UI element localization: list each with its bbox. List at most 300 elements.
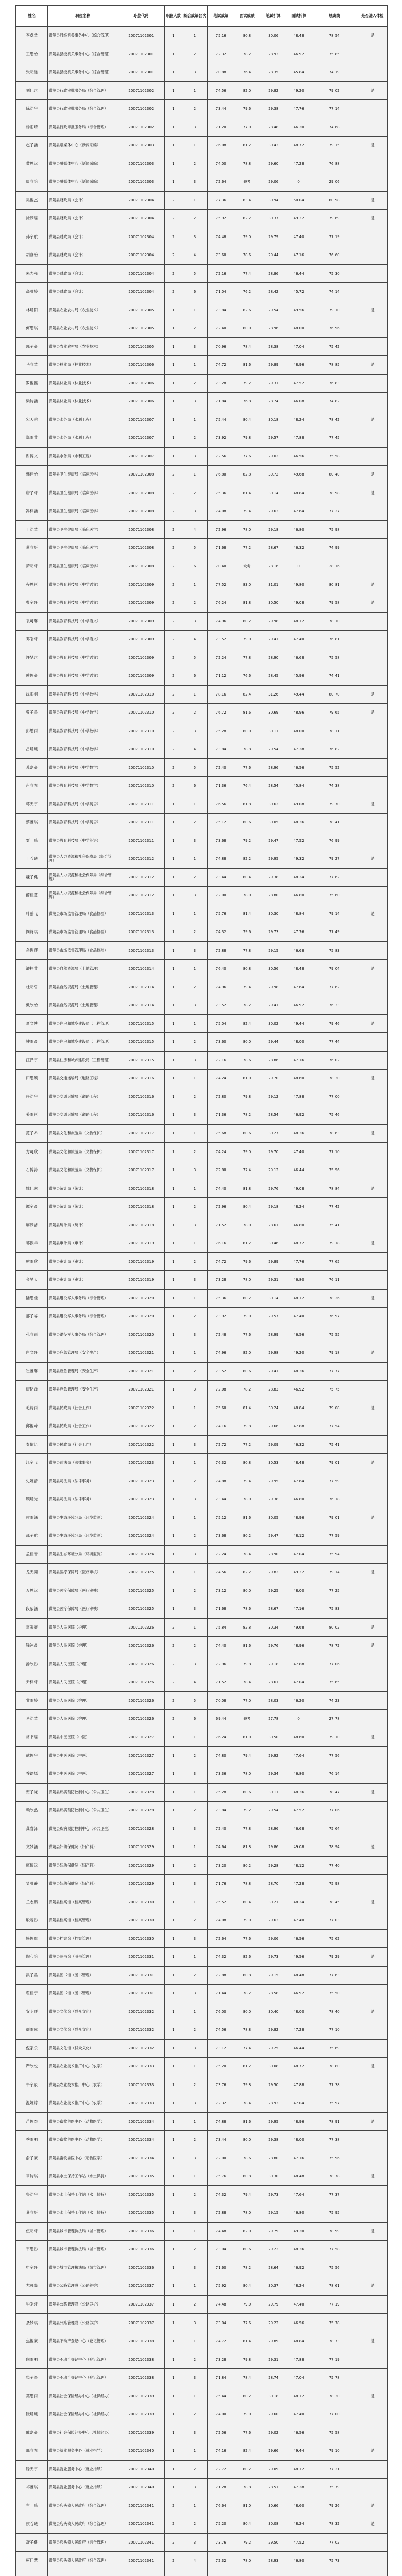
cell-position-count: 1 bbox=[164, 1728, 182, 1747]
cell-written-score: 73.84 bbox=[208, 301, 234, 319]
cell-total-score: 77.02 bbox=[311, 2533, 358, 2552]
cell-written-score: 72.40 bbox=[208, 319, 234, 338]
cell-position-code: 20071102305 bbox=[118, 301, 164, 319]
cell-position-count: 1 bbox=[164, 1362, 182, 1381]
cell-interview-weighted: 47.40 bbox=[287, 228, 311, 246]
cell-written-score: 74.72 bbox=[208, 1252, 234, 1271]
cell-position: 黄陵县住房和城乡建设局（工程管理） bbox=[48, 1033, 118, 1052]
cell-interview-score: 78.8 bbox=[234, 155, 260, 173]
cell-name: 阎诗琪 bbox=[16, 923, 48, 942]
cell-position-count: 1 bbox=[164, 1966, 182, 1985]
cell-total-score: 77.21 bbox=[311, 2460, 358, 2479]
cell-position-count: 1 bbox=[164, 850, 182, 869]
cell-position-count: 2 bbox=[164, 210, 182, 228]
cell-physical-exam bbox=[358, 777, 387, 795]
cell-rank: 2 bbox=[182, 923, 207, 942]
table-row bbox=[16, 1691, 388, 1710]
cell-name: 任浩宇 bbox=[16, 1088, 48, 1106]
cell-position-count: 1 bbox=[164, 356, 182, 375]
cell-written-weighted: 29.79 bbox=[260, 228, 287, 246]
cell-position: 黄陵县就业服务中心（就业指导） bbox=[48, 2442, 118, 2461]
cell-position: 黄陵县财政局（会计） bbox=[48, 228, 118, 246]
cell-written-score: 74.00 bbox=[208, 155, 234, 173]
cell-name: 翟佳宁 bbox=[16, 1985, 48, 2003]
cell-interview-weighted: 47.76 bbox=[287, 100, 311, 118]
cell-name: 戴欣怡 bbox=[16, 996, 48, 1015]
table-row bbox=[16, 2204, 388, 2223]
cell-position-code: 20071102308 bbox=[118, 557, 164, 575]
cell-interview-weighted: 46.80 bbox=[287, 1490, 311, 1509]
cell-physical-exam bbox=[358, 2479, 387, 2497]
cell-position: 黄陵县文化和旅游局（文物保护） bbox=[48, 1143, 118, 1161]
cell-name: 李卓然 bbox=[16, 27, 48, 45]
cell-rank: 1 bbox=[182, 2112, 207, 2131]
table-row bbox=[16, 777, 388, 795]
cell-total-score: 78.80 bbox=[311, 2058, 358, 2076]
cell-physical-exam: 是 bbox=[358, 2167, 387, 2186]
cell-position-code: 20071102329 bbox=[118, 1856, 164, 1875]
cell-interview-score: 81.6 bbox=[234, 704, 260, 722]
cell-interview-weighted: 48.12 bbox=[287, 2387, 311, 2405]
cell-rank: 3 bbox=[182, 63, 207, 82]
cell-interview-score: 80.8 bbox=[234, 27, 260, 45]
cell-total-score: 79.08 bbox=[311, 1399, 358, 1417]
cell-physical-exam: 是 bbox=[358, 484, 387, 502]
cell-position: 黄陵县卫生健康局（临床医学） bbox=[48, 484, 118, 502]
cell-written-weighted: 28.93 bbox=[260, 2094, 287, 2113]
cell-rank: 3 bbox=[182, 337, 207, 356]
cell-position-count: 1 bbox=[164, 1911, 182, 1930]
cell-position: 黄陵县融媒体中心（新闻采编） bbox=[48, 155, 118, 173]
cell-rank: 1 bbox=[182, 1344, 207, 1363]
cell-physical-exam bbox=[358, 887, 387, 905]
cell-written-score: 72.40 bbox=[208, 758, 234, 777]
cell-interview-score: 79.4 bbox=[234, 502, 260, 521]
cell-interview-weighted: 49.68 bbox=[287, 466, 311, 484]
cell-physical-exam bbox=[358, 1381, 387, 1399]
cell-interview-score: 81.8 bbox=[234, 1838, 260, 1857]
cell-interview-weighted: 48.96 bbox=[287, 356, 311, 375]
cell-interview-score: 80.6 bbox=[234, 1783, 260, 1802]
cell-position-code: 20071102315 bbox=[118, 1051, 164, 1070]
table-row bbox=[16, 1308, 388, 1326]
table-row bbox=[16, 722, 388, 740]
cell-interview-score: 80.8 bbox=[234, 960, 260, 978]
cell-written-weighted: 28.86 bbox=[260, 264, 287, 283]
cell-physical-exam bbox=[358, 2424, 387, 2442]
cell-written-weighted: 28.83 bbox=[260, 1381, 287, 1399]
cell-interview-score: 81.2 bbox=[234, 137, 260, 155]
cell-total-score: 78.84 bbox=[311, 1179, 358, 1198]
cell-position-code: 20071102325 bbox=[118, 1582, 164, 1600]
cell-position-count: 1 bbox=[164, 1948, 182, 1967]
cell-name: 俞子豪 bbox=[16, 2149, 48, 2167]
cell-physical-exam bbox=[358, 1143, 387, 1161]
cell-written-weighted: 30.53 bbox=[260, 1454, 287, 1472]
cell-physical-exam bbox=[358, 2533, 387, 2552]
cell-interview-score: 80.6 bbox=[234, 1124, 260, 1143]
cell-position-count: 1 bbox=[164, 2295, 182, 2314]
cell-total-score: 78.45 bbox=[311, 1893, 358, 1911]
score-table-container bbox=[15, 5, 388, 2576]
cell-written-score: 73.52 bbox=[208, 996, 234, 1015]
cell-total-score: 74.38 bbox=[311, 777, 358, 795]
cell-position-code: 20071102341 bbox=[118, 2497, 164, 2515]
table-row bbox=[16, 1161, 388, 1179]
cell-position: 黄陵县自然资源局（土地管理） bbox=[48, 996, 118, 1015]
cell-written-score: 76.24 bbox=[208, 594, 234, 612]
cell-written-score: 74.40 bbox=[208, 1637, 234, 1655]
cell-position-count: 1 bbox=[164, 337, 182, 356]
cell-position-code: 20071102325 bbox=[118, 1564, 164, 1582]
cell-interview-score: 79.8 bbox=[234, 1417, 260, 1436]
cell-name: 孙宇航 bbox=[16, 228, 48, 246]
cell-written-score: 72.96 bbox=[208, 520, 234, 539]
header-position-count: 职位人数 bbox=[164, 6, 182, 27]
cell-position: 黄陵县医疗保障局（医疗审核） bbox=[48, 1600, 118, 1619]
cell-written-score: 72.80 bbox=[208, 1161, 234, 1179]
cell-position-code: 20071102324 bbox=[118, 1527, 164, 1546]
cell-physical-exam bbox=[358, 1106, 387, 1125]
cell-position-count: 1 bbox=[164, 2460, 182, 2479]
cell-interview-score: 80.8 bbox=[234, 2167, 260, 2186]
cell-rank: 1 bbox=[182, 1014, 207, 1033]
cell-position: 黄陵县文化馆（群众文化） bbox=[48, 2003, 118, 2021]
cell-name: 邹振华 bbox=[16, 1234, 48, 1253]
cell-interview-score: 80.4 bbox=[234, 868, 260, 887]
cell-physical-exam: 是 bbox=[358, 594, 387, 612]
cell-rank: 4 bbox=[182, 740, 207, 759]
cell-name: 廖梦洁 bbox=[16, 1216, 48, 1234]
cell-physical-exam: 是 bbox=[358, 795, 387, 814]
cell-position-count: 1 bbox=[164, 1033, 182, 1052]
cell-written-weighted: 30.08 bbox=[260, 2515, 287, 2534]
cell-interview-score: 77.0 bbox=[234, 118, 260, 137]
cell-written-weighted: 29.12 bbox=[260, 1088, 287, 1106]
table-row bbox=[16, 447, 388, 466]
cell-position-count: 1 bbox=[164, 1509, 182, 1527]
cell-written-score: 73.12 bbox=[208, 2039, 234, 2058]
cell-interview-score: 79.2 bbox=[234, 374, 260, 393]
cell-interview-weighted: 48.96 bbox=[287, 2112, 311, 2131]
cell-rank: 1 bbox=[182, 1783, 207, 1802]
cell-position: 黄陵县文化馆（群众文化） bbox=[48, 2021, 118, 2040]
cell-interview-weighted: 48.36 bbox=[287, 1783, 311, 1802]
cell-interview-weighted: 47.76 bbox=[287, 1252, 311, 1271]
cell-interview-score: 81.4 bbox=[234, 2332, 260, 2350]
cell-total-score: 78.91 bbox=[311, 2112, 358, 2131]
cell-interview-weighted: 47.28 bbox=[287, 155, 311, 173]
table-row bbox=[16, 704, 388, 722]
cell-name: 白文轩 bbox=[16, 1344, 48, 1363]
cell-total-score: 75.78 bbox=[311, 2369, 358, 2387]
cell-name: 侯雨涵 bbox=[16, 1509, 48, 1527]
cell-interview-weighted: 49.44 bbox=[287, 685, 311, 704]
cell-physical-exam: 是 bbox=[358, 575, 387, 594]
cell-written-score: 76.32 bbox=[208, 1454, 234, 1472]
cell-position: 黄陵县人力资源和社会保障局（综合管理） bbox=[48, 868, 118, 887]
cell-position: 黄陵县交通运输局（道路工程） bbox=[48, 1088, 118, 1106]
table-row bbox=[16, 484, 388, 502]
cell-interview-weighted: 46.92 bbox=[287, 1106, 311, 1125]
cell-written-weighted: 29.79 bbox=[260, 2295, 287, 2314]
cell-position: 黄陵县县级机关事务中心（综合管理） bbox=[48, 27, 118, 45]
cell-interview-score: 78.4 bbox=[234, 2369, 260, 2387]
cell-name: 余俊辉 bbox=[16, 941, 48, 960]
cell-rank: 3 bbox=[182, 2259, 207, 2277]
cell-interview-score: 81.0 bbox=[234, 2497, 260, 2515]
cell-written-weighted: 29.86 bbox=[260, 1838, 287, 1857]
cell-rank: 2 bbox=[182, 2185, 207, 2204]
cell-position: 黄陵县司法局（法律事务） bbox=[48, 1454, 118, 1472]
cell-position-count: 1 bbox=[164, 2112, 182, 2131]
cell-physical-exam bbox=[358, 1252, 387, 1271]
cell-position: 黄陵县市场监督管理局（食品检验） bbox=[48, 941, 118, 960]
cell-name: 温婉婷 bbox=[16, 2094, 48, 2113]
cell-physical-exam bbox=[358, 814, 387, 832]
cell-total-score: 78.54 bbox=[311, 27, 358, 45]
cell-position-count: 1 bbox=[164, 411, 182, 429]
cell-total-score: 77.06 bbox=[311, 1802, 358, 1820]
table-row bbox=[16, 411, 388, 429]
cell-name: 向雨桐 bbox=[16, 2350, 48, 2369]
table-row bbox=[16, 905, 388, 923]
header-interview-score: 面试成绩 bbox=[234, 6, 260, 27]
cell-written-weighted: 30.05 bbox=[260, 1509, 287, 1527]
cell-written-weighted: 28.64 bbox=[260, 2259, 287, 2277]
cell-position: 黄陵县交通运输局（道路工程） bbox=[48, 1106, 118, 1125]
cell-position-count: 1 bbox=[164, 2442, 182, 2461]
cell-interview-weighted: 48.24 bbox=[287, 2515, 311, 2534]
cell-total-score: 78.63 bbox=[311, 1124, 358, 1143]
cell-position-code: 20071102328 bbox=[118, 1802, 164, 1820]
cell-position-code: 20071102302 bbox=[118, 118, 164, 137]
cell-written-weighted: 28.74 bbox=[260, 393, 287, 411]
cell-position: 黄陵县教育科技局（中学数学） bbox=[48, 777, 118, 795]
cell-name: 徐梦瑶 bbox=[16, 210, 48, 228]
cell-total-score: 80.98 bbox=[311, 191, 358, 210]
cell-rank: 1 bbox=[182, 1179, 207, 1198]
cell-interview-weighted bbox=[287, 2570, 311, 2576]
cell-written-weighted: 29.57 bbox=[260, 1308, 287, 1326]
cell-interview-weighted: 48.36 bbox=[287, 1362, 311, 1381]
cell-written-score: 76.16 bbox=[208, 1234, 234, 1253]
table-row bbox=[16, 246, 388, 265]
cell-written-weighted: 30.66 bbox=[260, 2497, 287, 2515]
cell-name: 乔语嫣 bbox=[16, 1765, 48, 1783]
cell-physical-exam: 是 bbox=[358, 411, 387, 429]
cell-position-count: 1 bbox=[164, 137, 182, 155]
cell-position-code: 20071102309 bbox=[118, 594, 164, 612]
header-rank: 综合成绩名次 bbox=[182, 6, 207, 27]
cell-name: 潘梓萱 bbox=[16, 960, 48, 978]
cell-interview-weighted: 48.24 bbox=[287, 2277, 311, 2296]
cell-position-code: 20071102308 bbox=[118, 484, 164, 502]
cell-written-score: 74.32 bbox=[208, 2185, 234, 2204]
cell-written-weighted: 29.25 bbox=[260, 1582, 287, 1600]
cell-position-code: 20071102303 bbox=[118, 155, 164, 173]
cell-written-score: 74.96 bbox=[208, 1344, 234, 1363]
cell-physical-exam: 是 bbox=[358, 1838, 387, 1857]
cell-position-count: 1 bbox=[164, 905, 182, 923]
table-row bbox=[16, 155, 388, 173]
cell-total-score: 75.58 bbox=[311, 2424, 358, 2442]
cell-position: 黄陵县住房和城乡建设局（工程管理） bbox=[48, 1051, 118, 1070]
table-row bbox=[16, 2112, 388, 2131]
cell-written-weighted: 29.18 bbox=[260, 1198, 287, 1216]
cell-physical-exam: 是 bbox=[358, 1124, 387, 1143]
cell-position-count: 1 bbox=[164, 1344, 182, 1363]
cell-position-code: 20071102308 bbox=[118, 466, 164, 484]
cell-physical-exam: 是 bbox=[358, 2387, 387, 2405]
cell-total-score: 77.42 bbox=[311, 1198, 358, 1216]
cell-written-score: 73.04 bbox=[208, 2314, 234, 2332]
cell-position: 黄陵县司法局（法律事务） bbox=[48, 1490, 118, 1509]
table-body bbox=[16, 27, 388, 2576]
cell-rank: 3 bbox=[182, 1490, 207, 1509]
cell-position-count: 1 bbox=[164, 1051, 182, 1070]
cell-position-code: 20071102320 bbox=[118, 1289, 164, 1308]
cell-written-weighted: 29.92 bbox=[260, 1747, 287, 1765]
cell-name: 熊雨欣 bbox=[16, 1252, 48, 1271]
cell-interview-weighted: 46.08 bbox=[287, 393, 311, 411]
cell-total-score: 78.94 bbox=[311, 1838, 358, 1857]
cell-position-count: 1 bbox=[164, 2058, 182, 2076]
table-row bbox=[16, 923, 388, 942]
cell-position: 黄陵县教育科技局（中学数学） bbox=[48, 758, 118, 777]
cell-name: 申宇轩 bbox=[16, 2259, 48, 2277]
cell-interview-weighted: 45.96 bbox=[287, 667, 311, 686]
cell-written-score: 75.92 bbox=[208, 2277, 234, 2296]
cell-name: 柯佳慧 bbox=[16, 2552, 48, 2570]
cell-interview-score: 79.8 bbox=[234, 2076, 260, 2094]
cell-position: 黄陵县融媒体中心（新闻采编） bbox=[48, 173, 118, 192]
header-position-code: 职位代码 bbox=[118, 6, 164, 27]
cell-position-count: 1 bbox=[164, 2185, 182, 2204]
cell-rank: 3 bbox=[182, 1271, 207, 1290]
cell-position-code: 20071102331 bbox=[118, 1948, 164, 1967]
cell-position-count: 1 bbox=[164, 2149, 182, 2167]
cell-total-score: 78.41 bbox=[311, 814, 358, 832]
cell-position-code: 20071102332 bbox=[118, 2039, 164, 2058]
cell-physical-exam: 是 bbox=[358, 1728, 387, 1747]
cell-position: 黄陵县卫生健康局（临床医学） bbox=[48, 520, 118, 539]
cell-position-count: 1 bbox=[164, 2259, 182, 2277]
cell-total-score: 75.41 bbox=[311, 1435, 358, 1454]
cell-interview-score: 80.2 bbox=[234, 2387, 260, 2405]
cell-written-weighted: 28.61 bbox=[260, 1216, 287, 1234]
cell-position-code: 20071102339 bbox=[118, 2424, 164, 2442]
cell-rank: 6 bbox=[182, 1710, 207, 1728]
cell-rank: 2 bbox=[182, 2515, 207, 2534]
cell-physical-exam: 是 bbox=[358, 1509, 387, 1527]
cell-interview-weighted: 49.56 bbox=[287, 1948, 311, 1967]
cell-interview-score: 77.2 bbox=[234, 1435, 260, 1454]
table-row bbox=[16, 118, 388, 137]
cell-position-count: 1 bbox=[164, 1234, 182, 1253]
cell-name: 施俊熙 bbox=[16, 1929, 48, 1948]
cell-position-count: 1 bbox=[164, 63, 182, 82]
cell-interview-weighted: 49.44 bbox=[287, 2442, 311, 2461]
cell-interview-weighted: 48.96 bbox=[287, 1637, 311, 1655]
cell-written-score: 75.28 bbox=[208, 1783, 234, 1802]
cell-interview-weighted: 49.44 bbox=[287, 1014, 311, 1033]
cell-interview-weighted: 47.16 bbox=[287, 1051, 311, 1070]
score-table bbox=[15, 5, 388, 2576]
cell-position: 黄陵县林业局（林业技术） bbox=[48, 356, 118, 375]
cell-total-score: 75.50 bbox=[311, 1985, 358, 2003]
cell-interview-score: 80.0 bbox=[234, 2003, 260, 2021]
cell-interview-score: 78.0 bbox=[234, 2204, 260, 2223]
cell-written-weighted: 29.09 bbox=[260, 1435, 287, 1454]
cell-total-score: 74.82 bbox=[311, 393, 358, 411]
cell-position-count: 1 bbox=[164, 923, 182, 942]
cell-name: 梁诗涵 bbox=[16, 393, 48, 411]
cell-position: 黄陵县教育科技局（中学语文） bbox=[48, 649, 118, 667]
cell-physical-exam bbox=[358, 1161, 387, 1179]
cell-interview-weighted: 46.32 bbox=[287, 539, 311, 557]
cell-written-weighted: 29.76 bbox=[260, 1179, 287, 1198]
cell-rank: 1 bbox=[182, 2167, 207, 2186]
cell-position-code: 20071102323 bbox=[118, 1490, 164, 1509]
cell-interview-weighted: 47.76 bbox=[287, 923, 311, 942]
cell-position-count: 1 bbox=[164, 429, 182, 448]
cell-physical-exam bbox=[358, 923, 387, 942]
cell-written-score: 73.76 bbox=[208, 2076, 234, 2094]
cell-interview-score: 78.0 bbox=[234, 520, 260, 539]
cell-position-code: 20071102309 bbox=[118, 631, 164, 649]
cell-position: 黄陵县人民医院（护理） bbox=[48, 1637, 118, 1655]
cell-position: 黄陵县市场监督管理局（食品检验） bbox=[48, 905, 118, 923]
cell-interview-weighted: 48.96 bbox=[287, 704, 311, 722]
cell-written-score: 75.52 bbox=[208, 1893, 234, 1911]
cell-position-count bbox=[164, 2570, 182, 2576]
cell-interview-score: 80.0 bbox=[234, 2131, 260, 2149]
cell-interview-weighted: 46.80 bbox=[287, 1765, 311, 1783]
cell-written-score: 74.48 bbox=[208, 2295, 234, 2314]
cell-interview-score: 77.6 bbox=[234, 1929, 260, 1948]
cell-position-code: 20071102310 bbox=[118, 777, 164, 795]
cell-name: 朱志强 bbox=[16, 264, 48, 283]
cell-position-count: 1 bbox=[164, 960, 182, 978]
cell-written-weighted: 29.47 bbox=[260, 1527, 287, 1546]
cell-interview-score: 78.0 bbox=[234, 1216, 260, 1234]
cell-written-score: 72.08 bbox=[208, 1381, 234, 1399]
cell-interview-weighted: 49.08 bbox=[287, 1179, 311, 1198]
cell-written-weighted: 29.02 bbox=[260, 2424, 287, 2442]
cell-position-code: 20071102312 bbox=[118, 850, 164, 869]
cell-rank: 3 bbox=[182, 173, 207, 192]
cell-name: 车一鸣 bbox=[16, 2497, 48, 2515]
cell-physical-exam bbox=[358, 1600, 387, 1619]
cell-position-count: 1 bbox=[164, 2314, 182, 2332]
cell-position-code: 20071102334 bbox=[118, 2131, 164, 2149]
cell-interview-weighted: 49.56 bbox=[287, 301, 311, 319]
cell-written-score: 72.88 bbox=[208, 1966, 234, 1985]
cell-written-score: 74.08 bbox=[208, 502, 234, 521]
cell-physical-exam bbox=[358, 978, 387, 996]
cell-physical-exam bbox=[358, 2295, 387, 2314]
cell-rank: 3 bbox=[182, 1875, 207, 1893]
cell-position: 黄陵县农业农村局（农业技术） bbox=[48, 319, 118, 338]
cell-position-count: 1 bbox=[164, 301, 182, 319]
cell-rank: 1 bbox=[182, 2277, 207, 2296]
cell-written-score: 74.00 bbox=[208, 2405, 234, 2424]
cell-written-weighted: 29.38 bbox=[260, 868, 287, 887]
cell-rank: 1 bbox=[182, 2387, 207, 2405]
cell-written-weighted: 28.86 bbox=[260, 1051, 287, 1070]
cell-physical-exam bbox=[358, 429, 387, 448]
